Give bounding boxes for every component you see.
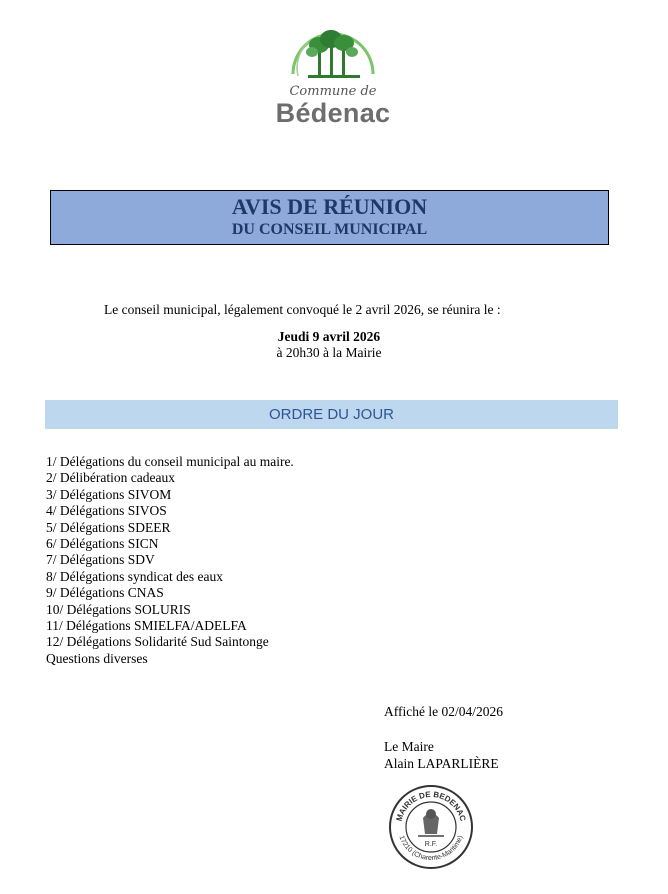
logo-trees-icon xyxy=(268,12,398,92)
stamp-center-text: R.F. xyxy=(424,841,438,848)
agenda-item: 4/ Délégations SIVOS xyxy=(46,503,167,519)
agenda-item: 7/ Délégations SDV xyxy=(46,552,155,568)
agenda-item: 6/ Délégations SICN xyxy=(46,536,159,552)
page-subtitle: DU CONSEIL MUNICIPAL xyxy=(231,221,428,238)
svg-text:17210 (Charente-Maritime) xyxy=(397,835,464,862)
meeting-time-place: à 20h30 à la Mairie xyxy=(276,345,382,360)
agenda-item: 8/ Délégations syndicat des eaux xyxy=(46,568,223,584)
agenda-item: 5/ Délégations SDEER xyxy=(46,519,171,535)
commune-logo xyxy=(268,12,398,127)
posted-date: Affiché le 02/04/2026 xyxy=(384,704,503,719)
convocation-intro: Le conseil municipal, légalement convoqué le 2 avril 2026, se réunira le : xyxy=(104,302,501,317)
meeting-date: Jeudi 9 avril 2026 xyxy=(277,329,381,344)
agenda-item: 11/ Délégations SMIELFA/ADELFA xyxy=(46,618,247,634)
agenda-item: 12/ Délégations Solidarité Sud Saintonge xyxy=(46,634,269,650)
mayor-name: Alain LAPARLIÈRE xyxy=(384,756,499,771)
page-title: AVIS DE RÉUNION xyxy=(231,194,428,219)
agenda-item: 9/ Délégations CNAS xyxy=(46,585,164,601)
agenda-item: 3/ Délégations SIVOM xyxy=(46,486,172,502)
agenda-item: 2/ Délibération cadeaux xyxy=(46,470,175,486)
agenda-item: Questions diverses xyxy=(46,650,148,666)
stamp-top-text: MAIRIE DE BEDENAC xyxy=(394,789,468,823)
stamp-bottom-text: 17210 (Charente-Maritime) xyxy=(397,834,465,863)
agenda-item: 1/ Délégations du conseil municipal au maire. xyxy=(46,454,294,469)
mayor-title: Le Maire xyxy=(384,739,434,754)
agenda-heading: ORDRE DU JOUR xyxy=(268,406,394,423)
agenda-item: 10/ Délégations SOLURIS xyxy=(46,601,191,617)
logo-commune-text: Commune de xyxy=(289,84,377,99)
mairie-stamp xyxy=(388,784,474,870)
agenda-list xyxy=(46,454,294,667)
title-box xyxy=(50,190,609,245)
stamp-seal-icon xyxy=(388,784,474,870)
logo-town-name: Bédenac xyxy=(275,98,391,128)
agenda-heading-bar xyxy=(45,400,618,429)
